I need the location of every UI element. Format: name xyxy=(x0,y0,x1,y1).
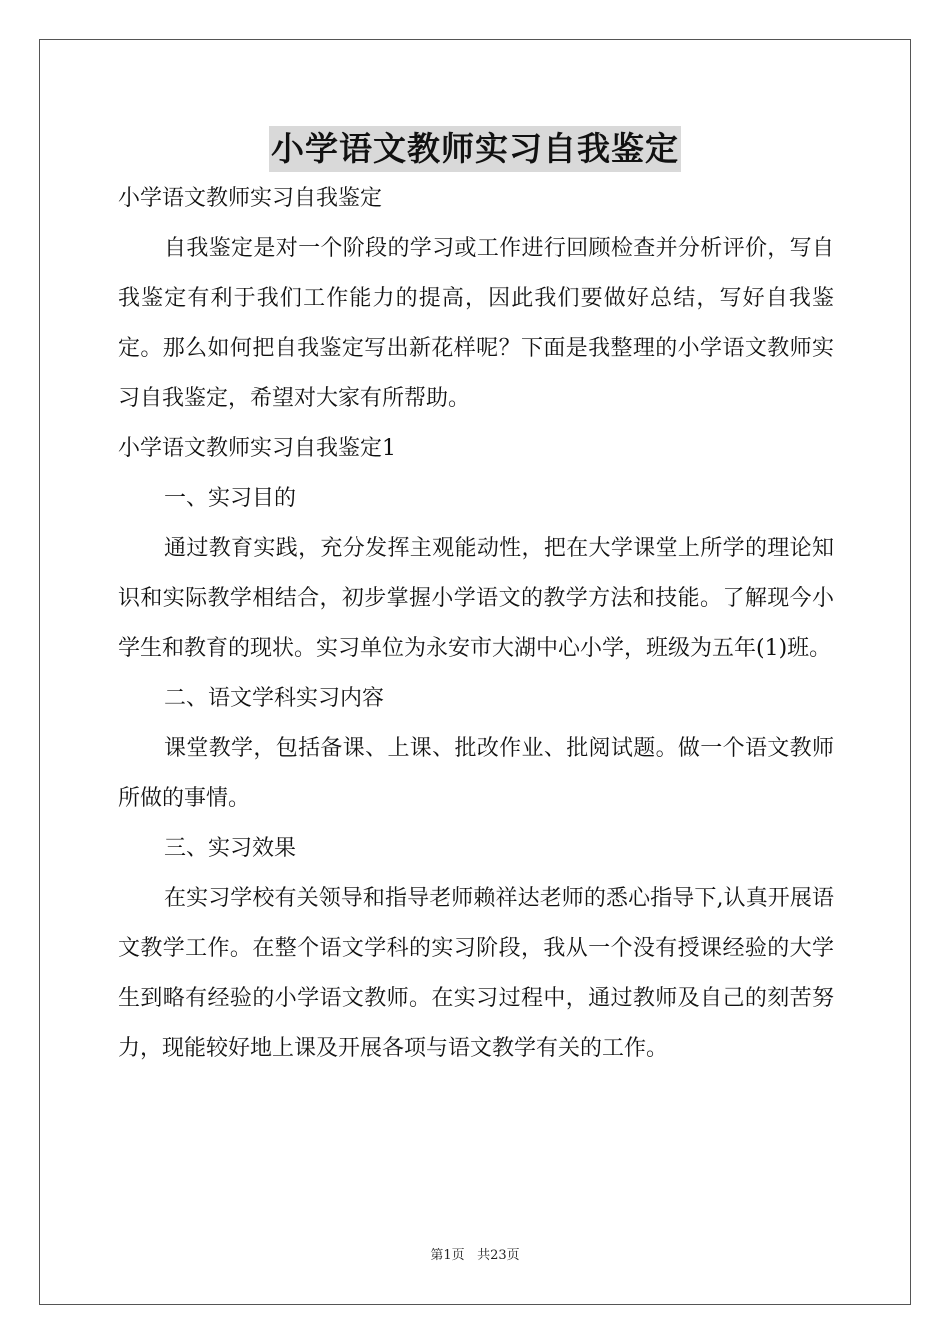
page-number: 第1页 xyxy=(430,1248,465,1263)
subheading: 三、实习效果 xyxy=(164,836,297,861)
subheading: 二、语文学科实习内容 xyxy=(164,686,385,711)
document-body xyxy=(118,174,834,1074)
section-heading: 小学语文教师实习自我鉴定1 xyxy=(118,436,396,461)
paragraph: 通过教育实践，充分发挥主观能动性，把在大学课堂上所学的理论知识和实际教学相结合，初步掌握小学语文的教学方法和技能。了解现今小学生和教育的现状。实习单位为永安市大湖中心小学，班级为五年(1)班。 xyxy=(118,536,834,661)
document-title: 小学语文教师实习自我鉴定 xyxy=(269,126,681,172)
page-total: 共23页 xyxy=(477,1248,520,1263)
paragraph: 在实习学校有关领导和指导老师赖祥达老师的悉心指导下,认真开展语文教学工作。在整个语文学科的实习阶段，我从一个没有授课经验的大学生到略有经验的小学语文教师。在实习过程中，通过教师及自己的刻苦努力，现能较好地上课及开展各项与语文教学有关的工作。 xyxy=(118,886,834,1061)
subheading: 一、实习目的 xyxy=(164,486,297,511)
paragraph: 小学语文教师实习自我鉴定 xyxy=(118,186,383,211)
title-container xyxy=(0,126,950,172)
page-footer xyxy=(0,1247,950,1265)
paragraph: 课堂教学，包括备课、上课、批改作业、批阅试题。做一个语文教师所做的事情。 xyxy=(118,736,834,811)
paragraph: 自我鉴定是对一个阶段的学习或工作进行回顾检查并分析评价，写自我鉴定有利于我们工作能力的提高，因此我们要做好总结，写好自我鉴定。那么如何把自我鉴定写出新花样呢？下面是我整理的小学语文教师实习自我鉴定，希望对大家有所帮助。 xyxy=(118,236,834,411)
